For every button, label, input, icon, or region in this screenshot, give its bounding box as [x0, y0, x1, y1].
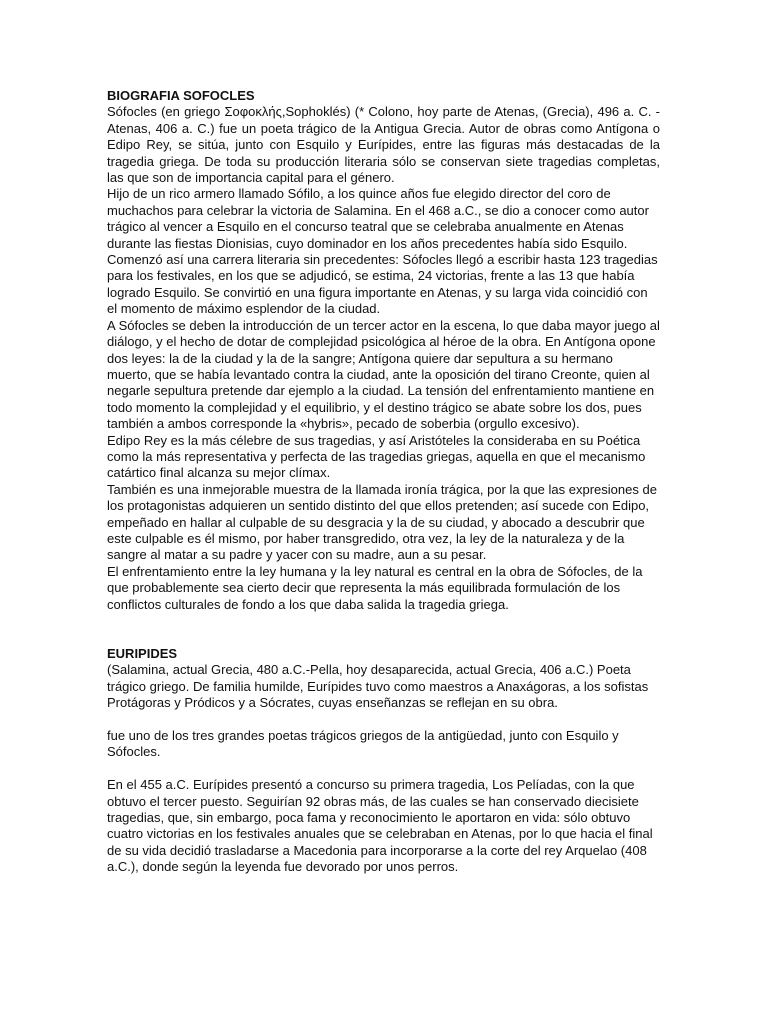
euripides-section — [107, 646, 660, 876]
paragraph: Sófocles (en griego Σοφοκλής,Sophoklés) (* Colono, hoy parte de Atenas, (Grecia), 496 a. C. - Atenas, 406 a. C.) fue un poeta trágico de la Antigua Grecia. Autor de obras como Antígona o Edipo Rey, se sitúa, junto con Esquilo y Eurípides, entre las figuras más destacadas de la tragedia griega. De toda su producción literaria sólo se conservan siete tragedias completas, las que son de importancia capital para el género. — [107, 104, 660, 186]
section-title-euripides: EURIPIDES — [107, 646, 178, 661]
paragraph: También es una inmejorable muestra de la llamada ironía trágica, por la que las expresiones de los protagonistas adquieren un sentido distinto del que ellos pretenden; así sucede con Edipo, empeñado en hallar al culpable de su desgracia y la de su ciudad, y abocado a descubrir que este culpable es él mismo, por haber transgredido, otra vez, la ley de la naturaleza y de la sangre al matar a su padre y yacer con su madre, aun a su pesar. — [107, 481, 657, 563]
paragraph: Comenzó así una carrera literaria sin precedentes: Sófocles llegó a escribir hasta 123 tragedias para los festivales, en los que se adjudicó, se estima, 24 victorias, frente a las 13 que había logrado Esquilo. Se convirtió en una figura importante en Atenas, y su larga vida coincidió con el momento de máximo esplendor de la ciudad. — [107, 252, 658, 317]
paragraph: (Salamina, actual Grecia, 480 a.C.-Pella, hoy desaparecida, actual Grecia, 406 a.C.) Poeta trágico griego. De familia humilde, Eurípides tuvo como maestros a Anaxágoras, a los sofistas Protágoras y Pródicos y a Sócrates, cuyas enseñanzas se reflejan en su obra. — [107, 662, 649, 711]
paragraph: Hijo de un rico armero llamado Sófilo, a los quince años fue elegido director del coro de muchachos para celebrar la victoria de Salamina. En el 468 a.C., se dio a conocer como autor trágico al vencer a Esquilo en el concurso teatral que se celebraba anualmente en Atenas durante las fiestas Dionisias, cuyo dominador en los años precedentes había sido Esquilo. — [107, 186, 649, 251]
sofocles-section — [107, 88, 660, 613]
paragraph: El enfrentamiento entre la ley humana y la ley natural es central en la obra de Sófocles, de la que probablemente sea cierto decir que representa la más equilibrada formulación de los conflictos culturales de fondo a los que daba salida la tragedia griega. — [107, 563, 643, 612]
blank-line — [107, 712, 660, 728]
document-page — [107, 88, 660, 876]
paragraph: Edipo Rey es la más célebre de sus tragedias, y así Aristóteles la consideraba en su Poética como la más representativa y perfecta de las tragedias griegas, aquella en que el mecanismo catártico final alcanza su mejor clímax. — [107, 432, 646, 481]
blank-line — [107, 761, 660, 777]
section-title-sofocles: BIOGRAFIA SOFOCLES — [107, 88, 255, 103]
paragraph: A Sófocles se deben la introducción de un tercer actor en la escena, lo que daba mayor juego al diálogo, y el hecho de dotar de complejidad psicológica al héroe de la obra. En Antígona opone dos leyes: la de la ciudad y la de la sangre; Antígona quiere dar sepultura a su hermano muerto, que se había levantado contra la ciudad, ante la oposición del tirano Creonte, quien al negarle sepultura pretende dar ejemplo a la ciudad. La tensión del enfrentamiento mantiene en todo momento la complejidad y el equilibrio, y el destino trágico se abate sobre los dos, pues también a ambos corresponde la «hybris», pecado de soberbia (orgullo excesivo). — [107, 317, 660, 432]
section-spacer — [107, 613, 660, 646]
paragraph: En el 455 a.C. Eurípides presentó a concurso su primera tragedia, Los Pelíadas, con la que obtuvo el tercer puesto. Seguirían 92 obras más, de las cuales se han conservado diecisiete tragedias, que, sin embargo, poca fama y reconocimiento le aportaron en vida: sólo obtuvo cuatro victorias en los festivales anuales que se celebraban en Atenas, por lo que hacia el final de su vida decidió trasladarse a Macedonia para incorporarse a la corte del rey Arquelao (408 a.C.), donde según la leyenda fue devorado por unos perros. — [107, 777, 653, 875]
paragraph: fue uno de los tres grandes poetas trágicos griegos de la antigüedad, junto con Esquilo y Sófocles. — [107, 728, 619, 760]
